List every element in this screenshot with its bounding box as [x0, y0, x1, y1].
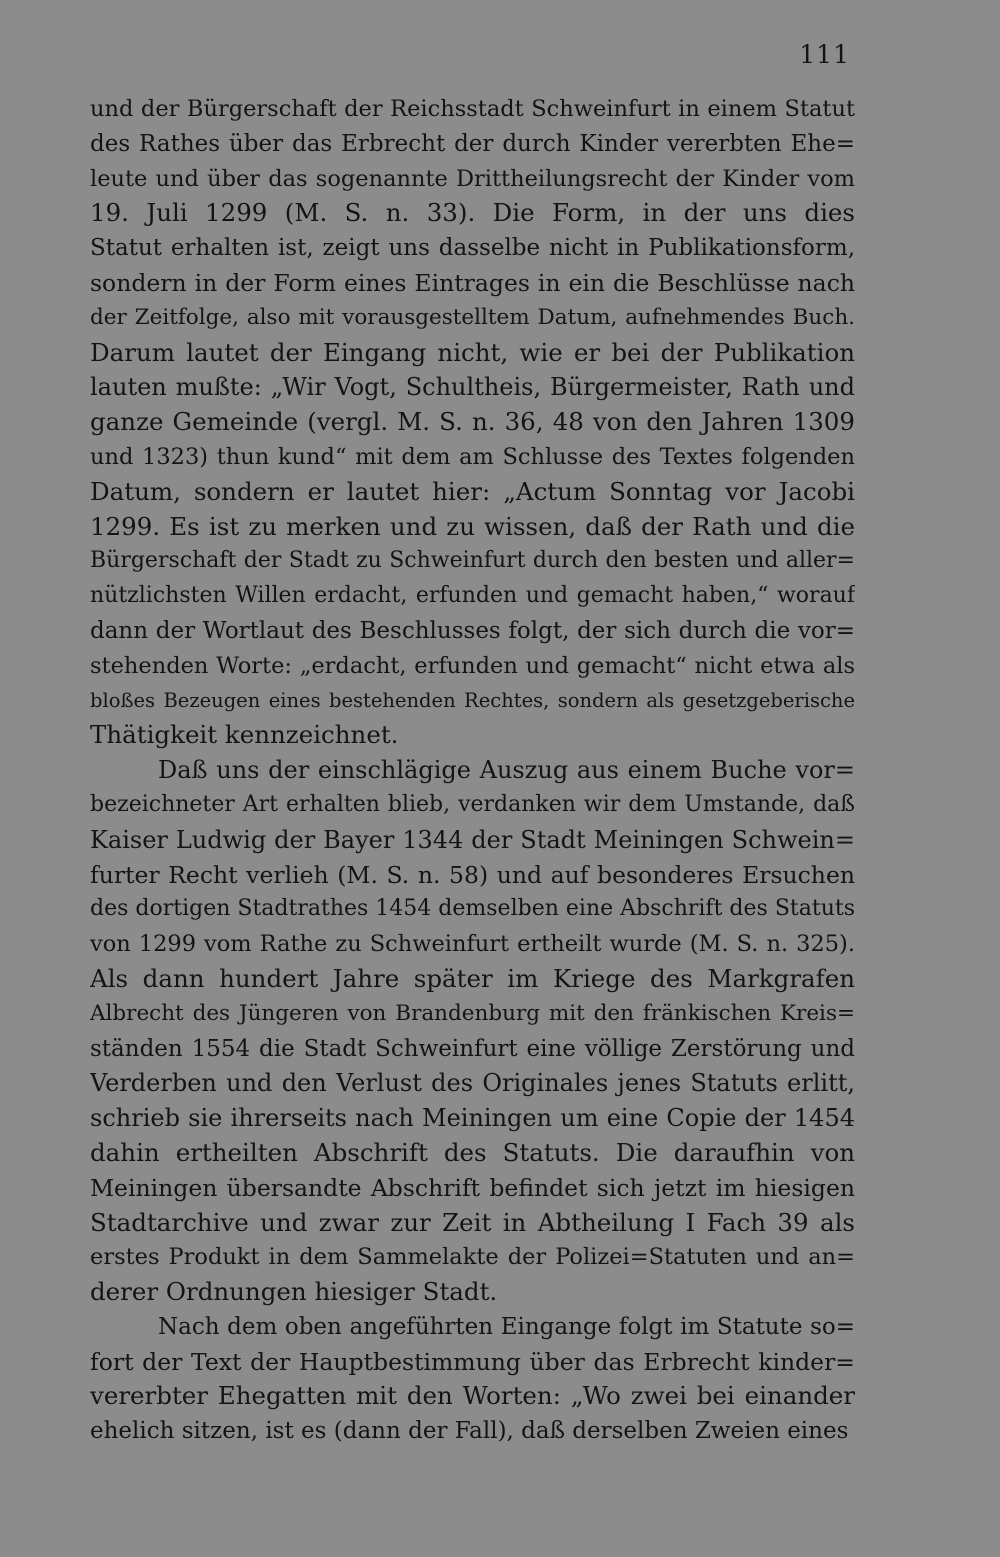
text-line: des dortigen Stadtrathes 1454 demselben eine Abschrift des Statuts — [90, 896, 855, 922]
text-line: Verderben und den Verlust des Originales jenes Statuts erlitt, — [90, 1069, 855, 1098]
text-line: vererbter Ehegatten mit den Worten: „Wo zwei bei einander — [90, 1381, 855, 1411]
text-line: Albrecht des Jüngeren von Brandenburg mit den fränkischen Kreis= — [90, 1000, 855, 1026]
text-line: und 1323) thun kund“ mit dem am Schlusse des Textes folgenden — [90, 443, 855, 470]
text-line: Als dann hundert Jahre später im Kriege des Markgrafen — [90, 963, 855, 993]
text-line: leute und über das sogenannte Drittheilungsrecht der Kinder vom — [90, 165, 855, 192]
text-line: 19. Juli 1299 (M. S. n. 33). Die Form, in der uns dies — [90, 198, 855, 228]
text-line: Kaiser Ludwig der Bayer 1344 der Stadt Meiningen Schwein= — [90, 825, 855, 854]
text-line: ehelich sitzen, ist es (dann der Fall), daß derselben Zweien eines — [90, 1418, 849, 1445]
text-line: Darum lautet der Eingang nicht, wie er bei der Publikation — [90, 337, 855, 367]
text-line: sondern in der Form eines Eintrages in ein die Beschlüsse nach — [90, 268, 855, 297]
text-line: Statut erhalten ist, zeigt uns dasselbe nicht in Publikationsform, — [90, 235, 855, 262]
text-line: nützlichsten Willen erdacht, erfunden und gemacht haben,“ worauf — [90, 583, 855, 609]
text-line: Stadtarchive und zwar zur Zeit in Abtheilung I Fach 39 als — [90, 1207, 855, 1237]
text-line: Meiningen übersandte Abschrift befindet sich jetzt im hiesigen — [90, 1173, 855, 1202]
text-line: und der Bürgerschaft der Reichsstadt Schweinfurt in einem Statut — [90, 96, 855, 122]
paragraph — [90, 753, 855, 1310]
page-number: 111 — [799, 40, 850, 69]
text-line: dann der Wortlaut des Beschlusses folgt, der sich durch die vor= — [90, 617, 855, 644]
body-text — [90, 92, 855, 1449]
text-line: schrieb sie ihrerseits nach Meiningen um eine Copie der 1454 — [90, 1104, 855, 1133]
text-line: der Zeitfolge, also mit vorausgestelltem Datum, aufnehmendes Buch. — [90, 304, 855, 330]
text-line: Datum, sondern er lautet hier: „Actum Sonntag vor Jacobi — [90, 476, 855, 506]
text-line: bezeichneter Art erhalten blieb, verdanken wir dem Umstande, daß — [90, 791, 855, 817]
paragraph — [90, 1310, 855, 1449]
text-line: lauten mußte: „Wir Vogt, Schultheis, Bürgermeister, Rath und — [90, 373, 855, 402]
text-line: Nach dem oben angeführten Eingange folgt im Statute so= — [158, 1313, 855, 1340]
text-line: Bürgerschaft der Stadt zu Schweinfurt durch den besten und aller= — [90, 548, 855, 574]
text-line: bloßes Bezeugen eines bestehenden Rechtes, sondern als gesetzgeberische — [90, 688, 855, 712]
text-line: stehenden Worte: „erdacht, erfunden und gemacht“ nicht etwa als — [90, 652, 855, 679]
text-line: fort der Text der Hauptbestimmung über das Erbrecht kinder= — [90, 1347, 855, 1376]
text-line: von 1299 vom Rathe zu Schweinfurt ertheilt wurde (M. S. n. 325). — [90, 931, 855, 958]
text-line: Daß uns der einschlägige Auszug aus einem Buche vor= — [158, 756, 855, 785]
text-line: dahin ertheilten Abschrift des Statuts. Die daraufhin von — [90, 1137, 855, 1167]
text-line: furter Recht verlieh (M. S. n. 58) und auf besonderes Ersuchen — [90, 860, 855, 889]
text-line: ständen 1554 die Stadt Schweinfurt eine völlige Zerstörung und — [90, 1035, 855, 1062]
text-line: erstes Produkt in dem Sammelakte der Polizei=Statuten und an= — [90, 1244, 855, 1271]
text-line: ganze Gemeinde (vergl. M. S. n. 36, 48 von den Jahren 1309 — [90, 407, 855, 437]
paragraph — [90, 92, 855, 753]
text-line: derer Ordnungen hiesiger Stadt. — [90, 1277, 498, 1307]
text-line: des Rathes über das Erbrecht der durch Kinder vererbten Ehe= — [90, 130, 855, 157]
text-line: Thätigkeit kennzeichnet. — [90, 720, 399, 750]
text-line: 1299. Es ist zu merken und zu wissen, daß der Rath und die — [90, 511, 855, 541]
